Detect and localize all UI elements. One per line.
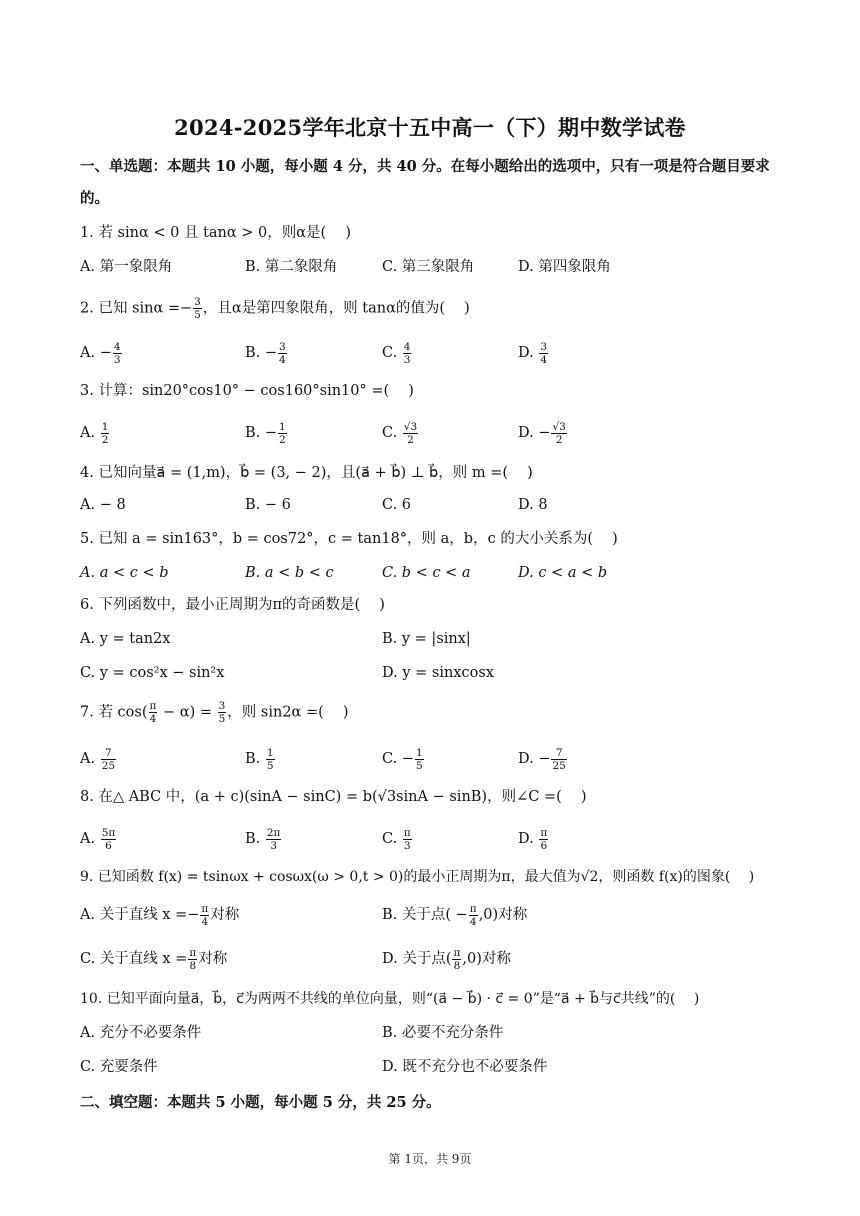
numerator: 4: [403, 340, 411, 353]
option-a: A. 充分不必要条件: [80, 1025, 202, 1041]
option-b: [245, 416, 288, 450]
denominator: 4: [149, 713, 157, 725]
question-6-options-row2: [80, 656, 800, 690]
option-label: A.: [80, 831, 100, 847]
option-label: A. −: [80, 345, 112, 361]
stem-text: 7. 若 cos(: [80, 704, 148, 721]
denominator: 5: [194, 309, 201, 321]
option-suffix: ,0)对称: [478, 907, 528, 923]
denominator: 3: [403, 353, 411, 366]
stem-text: − α) =: [158, 704, 217, 721]
option-label: D.: [518, 345, 539, 361]
numerator: 1: [266, 746, 274, 759]
denominator: 3: [113, 353, 121, 366]
option-d: [518, 822, 549, 856]
numerator: 3: [540, 340, 548, 353]
question-5-options: [80, 556, 800, 590]
option-d: [518, 416, 568, 450]
question-5-stem: 5. 已知 a = sin163°，b = cos72°，c = tan18°，则 a，b，c 的大小关系为( ): [80, 531, 618, 547]
option-d: D. 8: [518, 497, 548, 513]
option-c: [382, 822, 413, 856]
numerator: √3: [403, 420, 418, 433]
question-10-stem: 10. 已知平面向量a⃗，b⃗，c⃗为两两不共线的单位向量，则“(a⃗ − b⃗) · c⃗ = 0”是“a⃗ + b⃗与c⃗共线”的( ): [80, 991, 700, 1007]
option-a: [80, 822, 117, 856]
option-suffix: 对称: [198, 951, 228, 967]
question-8-options: [80, 822, 800, 856]
fraction: [403, 827, 412, 852]
option-d: D. 既不充分也不必要条件: [382, 1059, 548, 1075]
option-c: [382, 416, 419, 450]
question-2-stem: [80, 296, 800, 321]
option-d: [518, 336, 549, 370]
fraction: [539, 827, 548, 852]
option-d: D. y = sinxcosx: [382, 665, 494, 681]
option-a: A. y = tan2x: [80, 631, 171, 647]
denominator: 4: [201, 915, 209, 928]
page-title: 2024-2025学年北京十五中高一（下）期中数学试卷: [174, 115, 686, 140]
option-b: [245, 822, 282, 856]
option-label: B.: [245, 751, 265, 767]
option-b: B. a < b < c: [245, 565, 334, 581]
option-d: D. 第四象限角: [518, 259, 611, 275]
option-label: B. 关于点( −: [382, 907, 468, 923]
numerator: π: [149, 700, 157, 712]
option-d: [382, 942, 511, 976]
question-9-options-row1: [80, 898, 800, 932]
fraction: [415, 747, 424, 772]
denominator: 5: [415, 759, 423, 772]
denominator: 25: [101, 759, 116, 772]
option-b: [382, 898, 527, 932]
option-c: C. y = cos²x − sin²x: [80, 665, 225, 681]
option-b: B. y = |sinx|: [382, 631, 471, 647]
numerator: 2π: [266, 826, 281, 839]
numerator: 4: [113, 340, 121, 353]
option-c: C. b < c < a: [382, 565, 471, 581]
fraction: [551, 421, 566, 446]
question-3-stem: 3. 计算：sin20°cos10° − cos160°sin10° =( ): [80, 383, 414, 399]
denominator: 4: [279, 353, 286, 366]
option-a: A. a < c < b: [80, 565, 169, 581]
numerator: π: [540, 826, 548, 839]
numerator: 7: [101, 747, 116, 760]
section-1-heading: 一、单选题：本题共 10 小题，每小题 4 分，共 40 分。在每小题给出的选项中，只有一项是符合题目要求: [80, 158, 770, 175]
question-6-options-row1: [80, 622, 800, 656]
option-label: C. 关于直线 x =: [80, 951, 188, 967]
fraction: [101, 827, 117, 852]
denominator: 2: [279, 433, 286, 446]
option-a: [80, 416, 110, 450]
fraction: [539, 341, 548, 366]
option-c: C. 6: [382, 497, 412, 513]
fraction: [278, 341, 287, 366]
option-label: D. −: [518, 425, 551, 441]
option-label: B. −: [245, 345, 278, 361]
question-3-options: [80, 416, 800, 450]
option-a: [80, 742, 117, 776]
option-c: C. 第三象限角: [382, 259, 475, 275]
option-label: D. 关于点(: [382, 951, 452, 967]
option-c: [80, 942, 227, 976]
option-label: C.: [382, 425, 402, 441]
option-label: B.: [245, 831, 265, 847]
option-label: A.: [80, 751, 100, 767]
option-b: [245, 336, 288, 370]
option-a: [80, 898, 239, 932]
denominator: 8: [453, 959, 461, 972]
numerator: 1: [101, 420, 109, 433]
option-label: A.: [80, 425, 100, 441]
numerator: π: [453, 946, 461, 959]
denominator: 4: [469, 915, 477, 928]
denominator: 6: [540, 839, 548, 852]
fraction: [218, 700, 227, 725]
question-1-stem: 1. 若 sinα < 0 且 tanα > 0，则α是( ): [80, 225, 351, 241]
denominator: 2: [555, 433, 563, 446]
fraction: [193, 296, 202, 321]
option-label: C.: [382, 831, 402, 847]
option-suffix: ,0)对称: [462, 951, 511, 967]
numerator: π: [201, 902, 209, 915]
fraction: [452, 947, 461, 972]
option-label: C.: [382, 345, 402, 361]
section-1-heading-cont: 的。: [80, 190, 109, 207]
fraction: [149, 700, 158, 725]
question-1-options: [80, 250, 800, 284]
option-b: B. − 6: [245, 497, 291, 513]
fraction: [551, 747, 566, 772]
option-a: A. − 8: [80, 497, 126, 513]
denominator: 5: [218, 713, 226, 725]
fraction: [266, 747, 275, 772]
fraction: [266, 827, 282, 852]
stem-text: 2. 已知 sinα =−: [80, 300, 193, 317]
option-b: B. 第二象限角: [245, 259, 338, 275]
numerator: π: [469, 902, 477, 915]
numerator: π: [403, 826, 411, 839]
question-2-options: [80, 336, 800, 370]
numerator: 7: [551, 747, 566, 760]
numerator: 3: [279, 340, 286, 353]
question-7-options: [80, 742, 800, 776]
fraction: [188, 947, 197, 972]
option-b: B. 必要不充分条件: [382, 1025, 504, 1041]
fraction: [278, 421, 287, 446]
question-9-stem: 9. 已知函数 f(x) = tsinωx + cosωx(ω > 0,t > 0)的最小正周期为π，最大值为√2，则函数 f(x)的图象( ): [80, 869, 755, 885]
option-a: [80, 336, 123, 370]
denominator: 3: [270, 839, 278, 852]
stem-text: ，且α是第四象限角，则 tanα的值为( ): [202, 300, 470, 317]
option-label: C. −: [382, 751, 414, 767]
option-label: A. 关于直线 x =−: [80, 907, 200, 923]
page-footer: 第 1页，共 9页: [388, 1152, 472, 1166]
fraction: [200, 903, 209, 928]
denominator: 25: [552, 759, 566, 772]
option-suffix: 对称: [210, 907, 240, 923]
fraction: [101, 421, 110, 446]
denominator: 5: [266, 759, 274, 772]
option-label: B. −: [245, 425, 278, 441]
question-6-stem: 6. 下列函数中，最小正周期为π的奇函数是( ): [80, 597, 385, 613]
question-10-options-row1: [80, 1016, 800, 1050]
question-9-options-row2: [80, 942, 800, 976]
section-2-heading: 二、填空题：本题共 5 小题，每小题 5 分，共 25 分。: [80, 1094, 441, 1111]
question-8-stem: 8. 在△ ABC 中，(a + c)(sinA − sinC) = b(√3sinA − sinB)，则∠C =( ): [80, 789, 587, 805]
question-10-options-row2: [80, 1050, 800, 1084]
option-d: [518, 742, 568, 776]
denominator: 2: [407, 433, 414, 446]
fraction: [113, 341, 122, 366]
option-c: C. 充要条件: [80, 1059, 158, 1075]
option-c: [382, 336, 412, 370]
question-7-stem: [80, 700, 800, 725]
numerator: π: [189, 946, 197, 959]
option-d: D. c < a < b: [518, 565, 608, 581]
question-4-stem: 4. 已知向量a⃗ = (1,m)，b⃗ = (3, − 2)，且(a⃗ + b⃗) ⊥ b⃗，则 m =( ): [80, 465, 533, 481]
denominator: 8: [189, 959, 197, 972]
numerator: √3: [552, 420, 566, 433]
numerator: 5π: [101, 826, 116, 839]
numerator: 3: [218, 700, 226, 712]
question-4-options: [80, 488, 800, 522]
denominator: 4: [540, 353, 548, 366]
fraction: [101, 747, 116, 772]
fraction: [403, 421, 418, 446]
denominator: 2: [101, 433, 109, 446]
fraction: [403, 341, 412, 366]
numerator: 1: [415, 746, 423, 759]
denominator: 6: [105, 839, 112, 852]
option-label: D. −: [518, 751, 551, 767]
stem-text: ，则 sin2α =( ): [227, 704, 349, 721]
option-a: A. 第一象限角: [80, 259, 173, 275]
denominator: 3: [403, 839, 411, 852]
option-b: [245, 742, 276, 776]
option-label: D.: [518, 831, 539, 847]
numerator: 3: [194, 296, 201, 308]
fraction: [469, 903, 478, 928]
option-c: [382, 742, 425, 776]
numerator: 1: [279, 420, 286, 433]
